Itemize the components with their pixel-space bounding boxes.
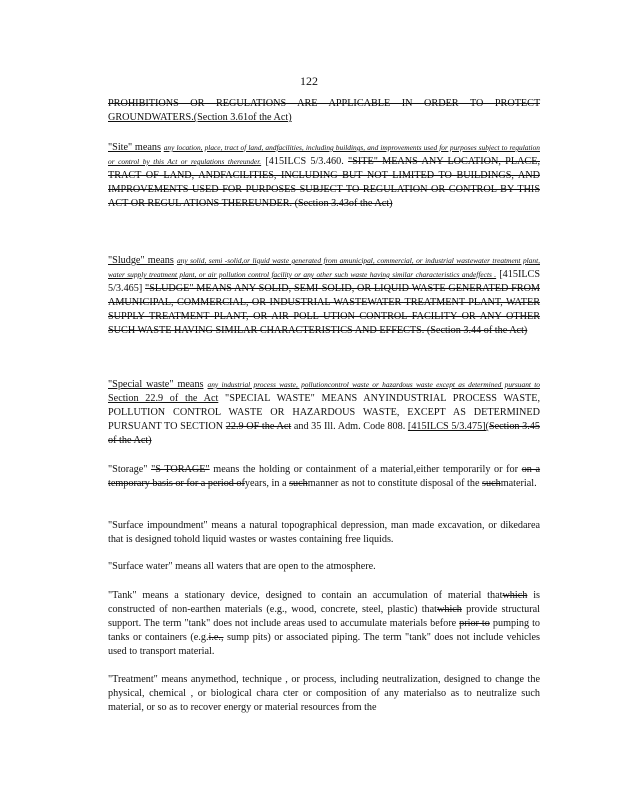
inserted-definition: any industrial process waste, pollutioncontrol waste or hazardous waste except as determined pursuant to bbox=[207, 380, 540, 389]
inserted-definition: any solid, semi -solid,or liquid waste generated from amunicipal, commercial, or industrial wastewater treatment plant, water supply treatment plant, or air pollution control facility or any other such waste having similar characteristics andeffects . bbox=[108, 256, 540, 279]
deleted-section-reference: Section 3.45 of the Act) bbox=[108, 421, 540, 446]
deleted-text: on a temporary basis or for a period of bbox=[108, 464, 541, 489]
definition-text: "Surface water" means all waters that are open to the atmosphere. bbox=[108, 561, 376, 572]
paragraph-groundwater-prohibitions bbox=[108, 97, 540, 125]
defined-term: "Sludge" means bbox=[108, 255, 174, 266]
definition-special-waste bbox=[108, 378, 540, 448]
definition-site bbox=[108, 141, 540, 211]
definition-text: pumping to tanks or containers (e.g. bbox=[108, 618, 541, 643]
definition-text: material. bbox=[500, 478, 537, 489]
deleted-text: prior to bbox=[459, 618, 490, 629]
definition-text: means the holding or containment of a material,either temporarily or for bbox=[213, 464, 519, 475]
deleted-text: such bbox=[289, 478, 308, 489]
definition-storage bbox=[108, 463, 540, 491]
deleted-text: 22.9 OF the Act bbox=[225, 421, 292, 432]
inserted-section-reference: Section 22.9 of the Act bbox=[108, 393, 219, 404]
page-number: 122 bbox=[300, 74, 318, 88]
definition-text: sump pits) or associated piping. The term "tank" does not include vehicles used to transport material. bbox=[108, 632, 540, 657]
defined-term: "Special waste" means bbox=[108, 379, 204, 390]
definition-text: is constructed of non-earthen materials (e.g., wood, concrete, steel, plastic) that bbox=[108, 590, 540, 615]
definition-text: years, in a bbox=[244, 478, 287, 489]
deleted-text: which bbox=[437, 604, 462, 615]
deleted-text: which bbox=[502, 590, 528, 601]
definition-text: "Tank" means a stationary device, designed to contain an accumulation of material that bbox=[108, 590, 503, 601]
deleted-text: such bbox=[482, 478, 501, 489]
definition-surface-water bbox=[108, 560, 540, 574]
inserted-definition: any location, place, tract of land, andfacilities, including buildings, and improvements used for purposes subject to regulation or control by this Act or regulations thereunder. bbox=[108, 143, 540, 166]
statute-citation: [415ILCS 5/3.460. bbox=[265, 156, 344, 167]
definition-text: "Surface impoundment" means a natural topographical depression, man made excavation, or dikedarea that is designed tohold liquid wastes or wastes containing free liquids. bbox=[108, 520, 540, 545]
defined-term: "Storage" bbox=[108, 464, 148, 475]
deleted-term: "S TORAGE" bbox=[151, 464, 210, 475]
inserted-text: GROUNDWATERS.(Section 3.61of the Act) bbox=[108, 112, 292, 123]
deleted-text: PROHIBITIONS OR REGULATIONS ARE APPLICABLE IN ORDER TO PROTECT bbox=[108, 98, 540, 109]
definition-tank bbox=[108, 589, 540, 659]
inserted-text: and 35 Ill. Adm. Code 808. bbox=[293, 421, 406, 432]
deleted-definition: "SITE" MEANS ANY LOCATION, PLACE, TRACT OF LAND, ANDFACILITIES, INCLUDING BUT NOT LIMITED TO BUILDINGS, AND IMPROVEMENTS USED FOR PURPOSES SUBJECT TO REGULATION OR CONTROL BY THIS ACT OR REGUL ATIONS THEREUNDER. (Section 3.43of the Act) bbox=[108, 156, 540, 209]
former-definition: "SPECIAL WASTE" MEANS ANYINDUSTRIAL PROCESS WASTE, POLLUTION CONTROL WASTE OR HAZARDOUS WASTE, EXCEPT AS DETERMINED PURSUANT TO SECTION bbox=[108, 393, 541, 432]
definition-sludge bbox=[108, 254, 540, 338]
definition-text: "Treatment" means anymethod, technique , or process, including neutralization, designed to change the physical, chemical , or biological chara cter or composition of any materialso as to neutralize such material, or so as to recover energy or material resources from the bbox=[108, 674, 540, 713]
defined-term: "Site" means bbox=[108, 142, 161, 153]
statute-citation: [415ILCS 5/3.475]( bbox=[407, 421, 489, 432]
definition-treatment bbox=[108, 673, 540, 715]
definition-surface-impoundment bbox=[108, 519, 540, 547]
statute-citation: [415ILCS 5/3.465] bbox=[108, 269, 541, 294]
deleted-text: i.e., bbox=[208, 632, 224, 643]
definition-text: manner as not to constitute disposal of the bbox=[307, 478, 480, 489]
definition-text: provide structural support. The term "tank" does not include areas used to accumulate materials before bbox=[108, 604, 540, 629]
deleted-definition: "SLUDGE" MEANS ANY SOLID, SEMI-SOLID, OR LIQUID WASTE GENERATED FROM AMUNICIPAL, COMMERCIAL, OR INDUSTRIAL WASTEWATER TREATMENT PLANT, WATER SUPPLY TREATMENT PLANT, OR AIR POLL UTION CONTROL FACILITY OR ANY OTHER SUCH WASTE HAVING SIMILAR CHARACTERISTICS AND EFFECTS. (Section 3.44 of the Act) bbox=[108, 283, 540, 336]
